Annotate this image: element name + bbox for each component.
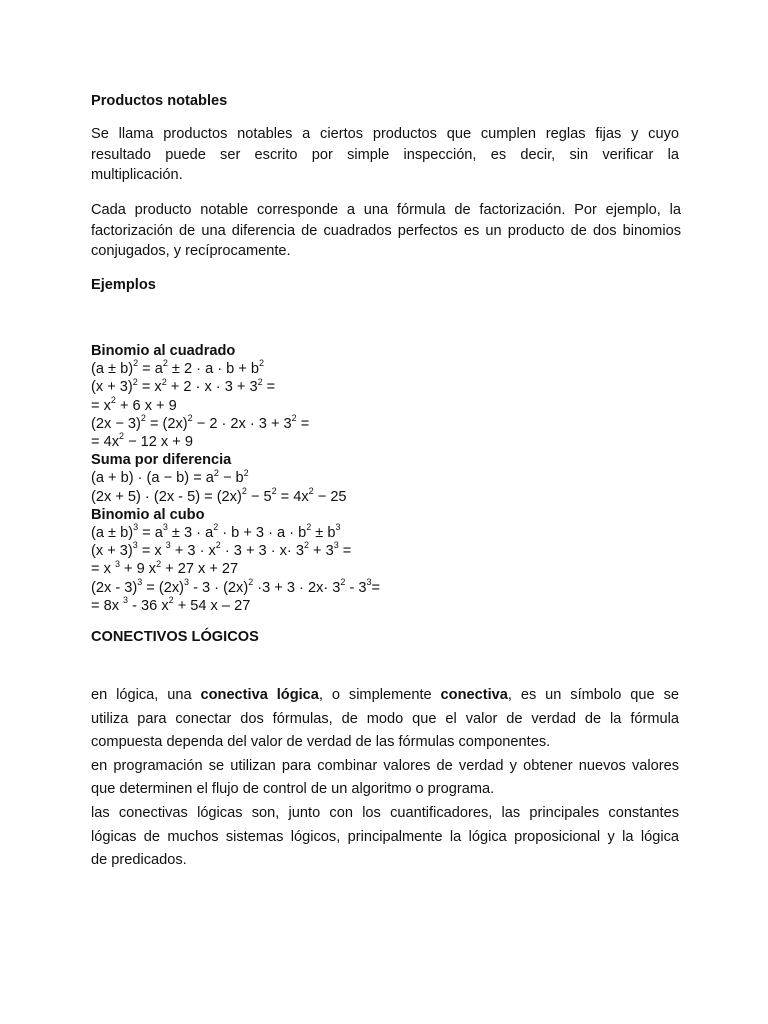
- paragraph-line: las conectivas lógicas son, junto con los cuantificadores, las principales constantes: [91, 804, 679, 821]
- heading-binomio-cuadrado: Binomio al cuadrado: [91, 343, 236, 359]
- heading-productos-notables: Productos notables: [91, 93, 228, 109]
- formula-line: $(2x + 5) \cdot (2x - 5) = (2x)^2 - 5^2 = 4x^2 - 25$: [91, 485, 347, 505]
- paragraph-line: en programación se utilizan para combinar valores de verdad y obtener nuevos valores: [91, 757, 679, 774]
- paragraph-line: compuesta dependa del valor de verdad de las fórmulas componentes.: [91, 734, 551, 751]
- heading-suma-diferencia: Suma por diferencia: [91, 452, 232, 469]
- paragraph-line: lógicas de muchos sistemas lógicos, principalmente la lógica proposicional y la lógica: [91, 828, 679, 845]
- formula-line: = x $^3$ + 9 $x^2 + 27$ x + 27: [91, 558, 239, 578]
- formula-line: = 8x $^3$ - 36 $x^2 + 54$ x – 27: [91, 594, 251, 614]
- formula-line: $(2x - 3)^2 = (2x)^2 - 2 \cdot 2x \cdot 3 + 3^2$ =: [91, 412, 310, 432]
- paragraph-factorization: [91, 200, 681, 262]
- paragraph-line: de predicados.: [91, 852, 187, 869]
- paragraph-line: que determinen el flujo de control de un algoritmo o programa.: [91, 781, 495, 798]
- heading-ejemplos: Ejemplos: [91, 277, 156, 293]
- paragraph-line: Se llama productos notables a ciertos productos que cumplen reglas fijas y cuyo: [91, 126, 679, 142]
- formula-line: $(a \pm b)^2 = a^2 \pm 2 \cdot a \cdot b + b^2$: [91, 358, 265, 378]
- paragraph-definition: [91, 124, 679, 186]
- formula-line: = $4x^2 - 12$ x + 9: [91, 431, 193, 451]
- paragraph-conectivos: [91, 684, 679, 873]
- math-examples: [91, 342, 679, 615]
- paragraph-line: resultado puede ser escrito por simple inspección, es decir, sin verificar la: [91, 146, 679, 163]
- formula-line: $(a + b) \cdot (a - b) = a^2 - b^2$: [91, 467, 249, 487]
- paragraph-line: factorización de una diferencia de cuadrados perfectos es un producto de dos binomios: [91, 222, 681, 239]
- paragraph-line: en lógica, una conectiva lógica, o simplemente conectiva, es un símbolo que se: [91, 687, 679, 703]
- heading-binomio-cubo: Binomio al cubo: [91, 506, 205, 523]
- heading-conectivos-logicos: CONECTIVOS LÓGICOS: [91, 629, 259, 645]
- formula-line: $(x + 3)^3 = x$ $^3 + 3 \cdot x^2 \cdot 3 + 3 \cdot x\cdot 3^2 + 3^3$ =: [91, 540, 352, 560]
- formula-line: $(2x - 3)^3 = (2x)^3 - 3 \cdot (2x)^2 \cdot 3 + 3 \cdot 2x\cdot 3^2 - 3^3=$: [91, 576, 381, 596]
- paragraph-line: multiplicación.: [91, 167, 183, 183]
- paragraph-line: conjugados, y recíprocamente.: [91, 243, 291, 259]
- formula-line: $(x + 3)^2 = x^2 + 2 \cdot x \cdot 3 + 3^2$ =: [91, 376, 276, 396]
- formula-line: $(a \pm b)^3 = a^3 \pm 3 \cdot a^2 \cdot b + 3 \cdot a \cdot b^2 \pm b^3$: [91, 522, 341, 542]
- paragraph-line: Cada producto notable corresponde a una fórmula de factorización. Por ejemplo, la: [91, 202, 681, 218]
- paragraph-line: utiliza para conectar dos fórmulas, de modo que el valor de verdad de la fórmula: [91, 710, 679, 727]
- formula-line: = $x^2 + 6$ x + 9: [91, 394, 177, 414]
